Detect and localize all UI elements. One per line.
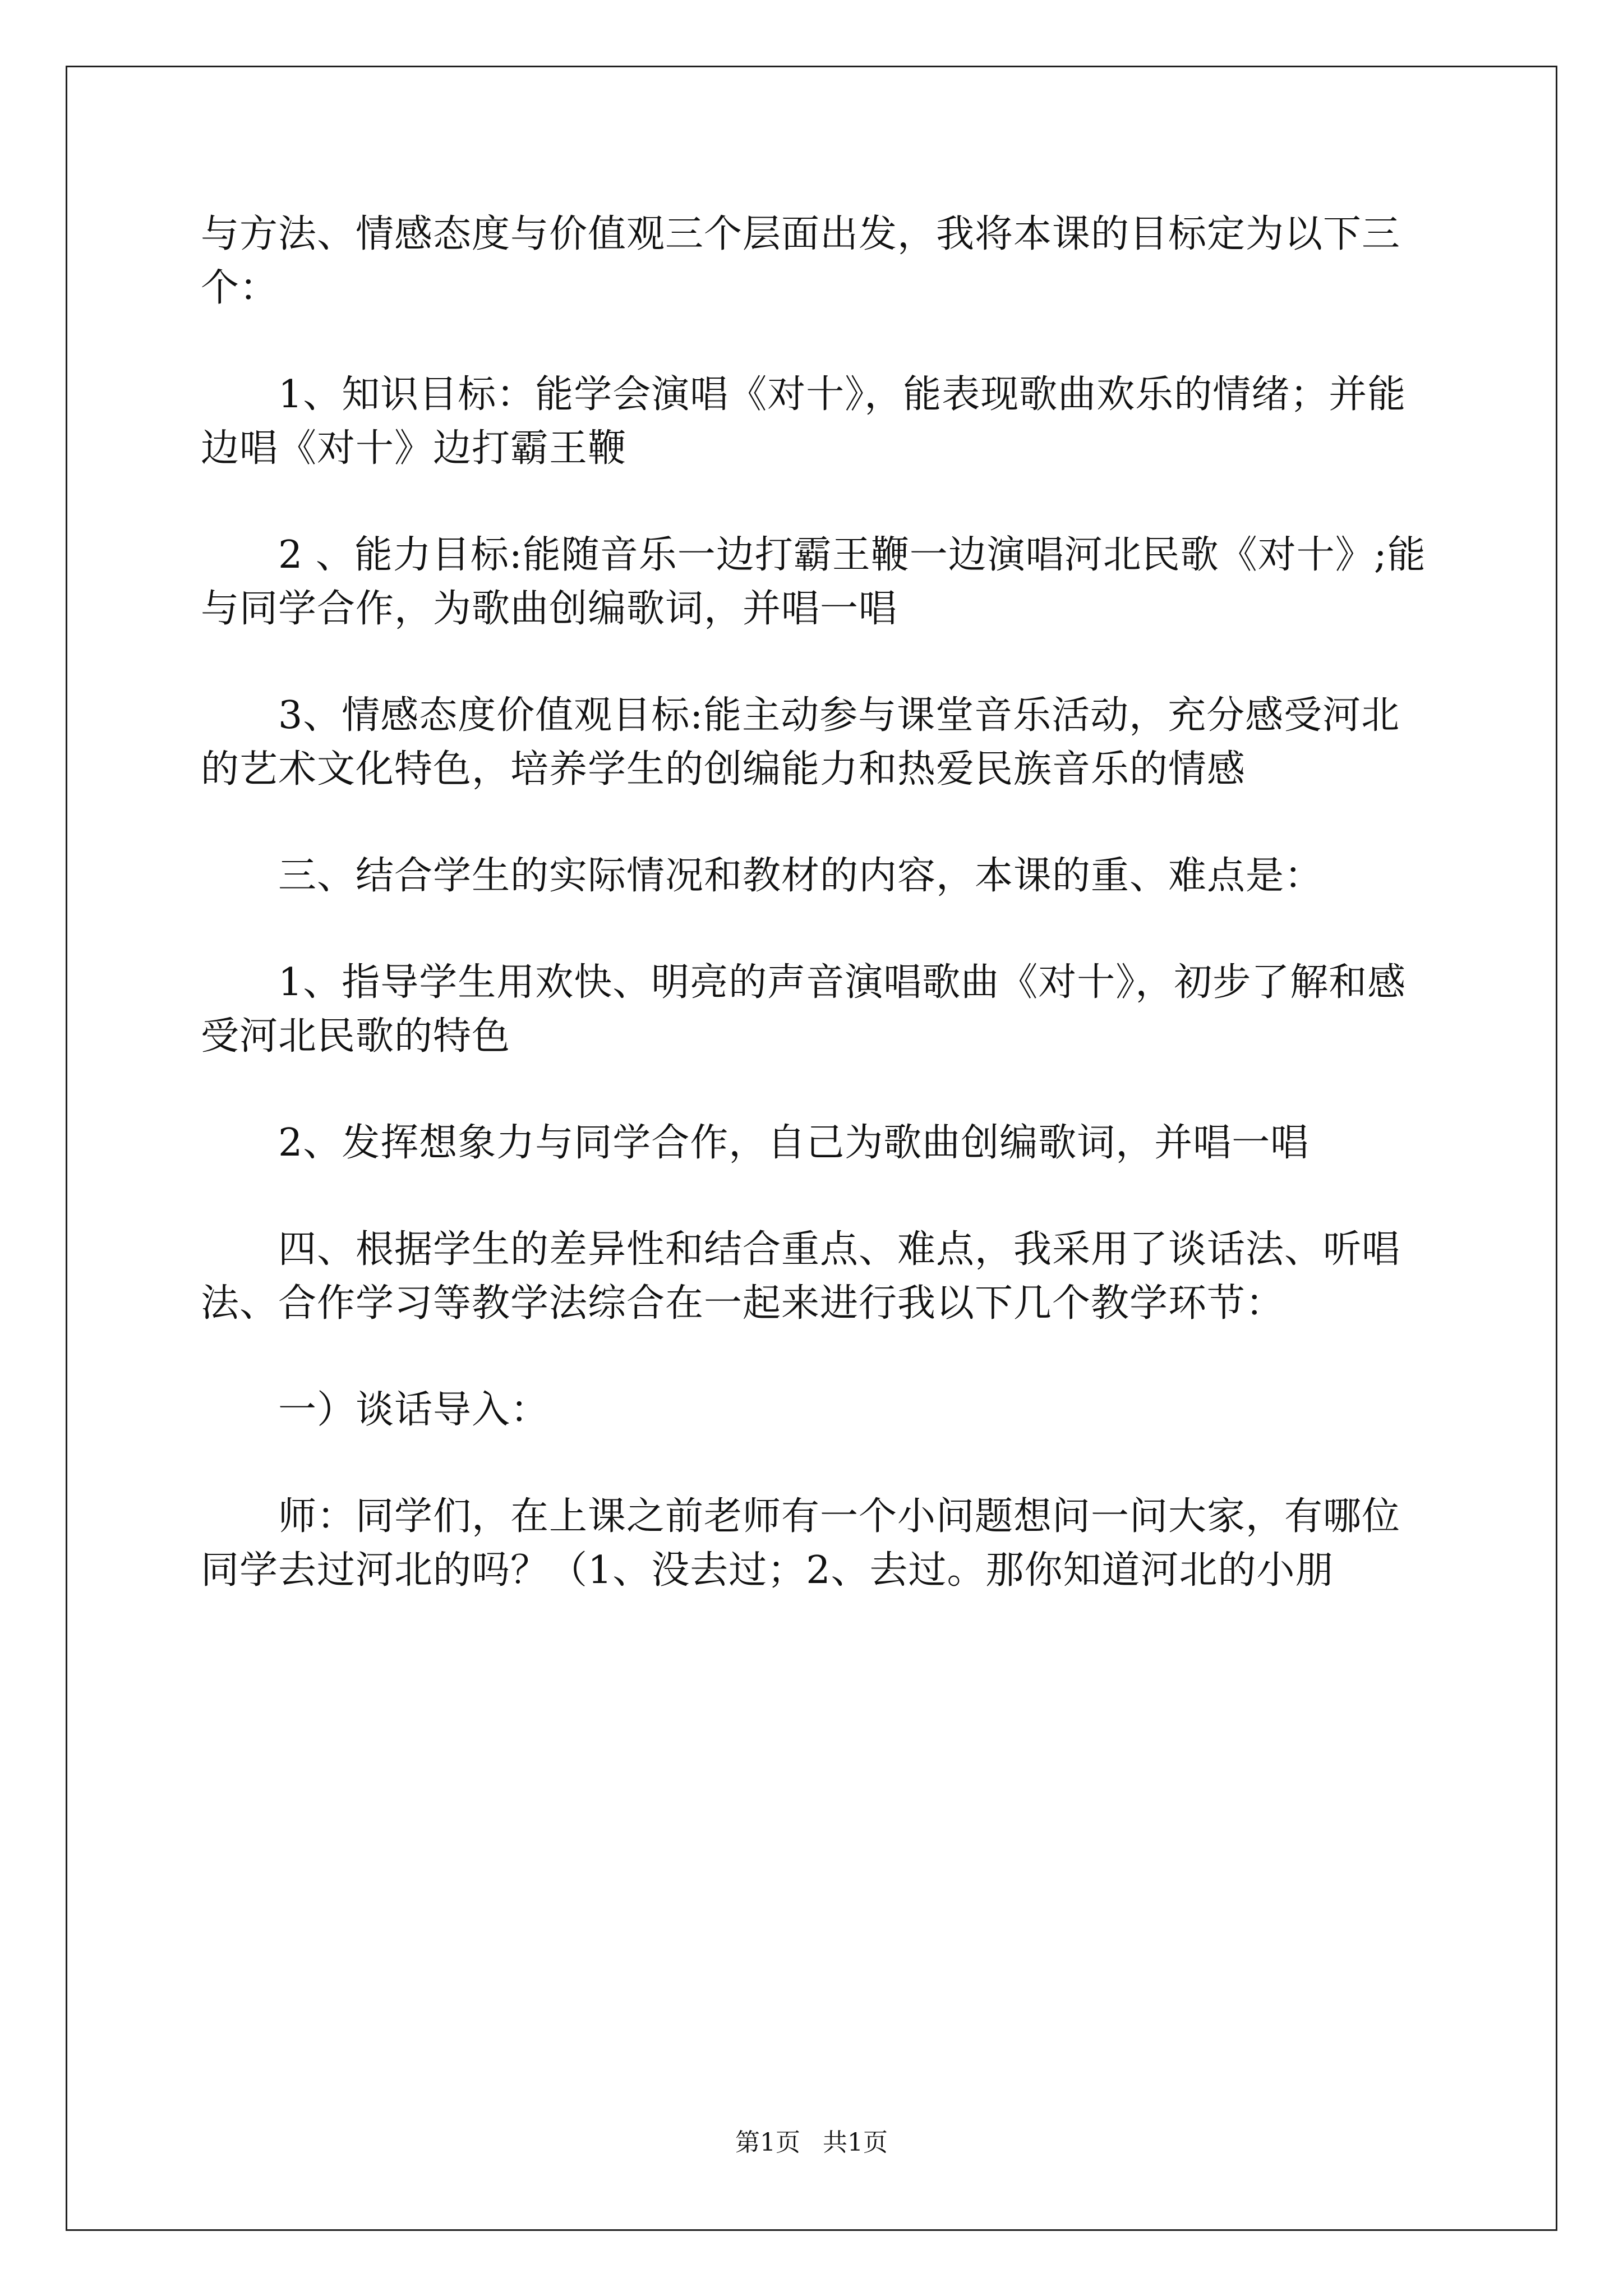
paragraph-4: 3、情感态度价值观目标:能主动参与课堂音乐活动，充分感受河北的艺术文化特色，培养学生的创编能力和热爱民族音乐的情感 xyxy=(201,693,1400,792)
page-total: 共1页 xyxy=(823,2128,888,2157)
paragraph-10: 师：同学们，在上课之前老师有一个小问题想问一问大家，有哪位同学去过河北的吗？（1、没去过；2、去过。那你知道河北的小朋 xyxy=(201,1494,1401,1593)
paragraph-7: 2、发挥想象力与同学合作，自己为歌曲创编歌词，并唱一唱 xyxy=(201,1121,1310,1165)
paragraph-2: 1、知识目标：能学会演唱《对十》，能表现歌曲欢乐的情绪；并能边唱《对十》边打霸王鞭 xyxy=(201,372,1407,471)
paragraph-9: 一）谈话导入： xyxy=(201,1388,550,1432)
paragraph-3: 2 、能力目标:能随音乐一边打霸王鞭一边演唱河北民歌《对十》;能与同学合作，为歌曲创编歌词，并唱一唱 xyxy=(201,533,1426,631)
paragraph-8: 四、根据学生的差异性和结合重点、难点，我采用了谈话法、听唱法、合作学习等教学法综合在一起来进行我以下几个教学环节： xyxy=(201,1227,1401,1326)
page-number: 第1页 xyxy=(735,2128,800,2157)
paragraph-1: 与方法、情感态度与价值观三个层面出发，我将本课的目标定为以下三个： xyxy=(201,212,1401,310)
paragraph-5: 三、结合学生的实际情况和教材的内容，本课的重、难点是： xyxy=(201,854,1324,898)
page-footer xyxy=(0,2126,1623,2160)
document-body xyxy=(201,208,1435,1650)
paragraph-6: 1、指导学生用欢快、明亮的声音演唱歌曲《对十》，初步了解和感受河北民歌的特色 xyxy=(201,960,1407,1059)
